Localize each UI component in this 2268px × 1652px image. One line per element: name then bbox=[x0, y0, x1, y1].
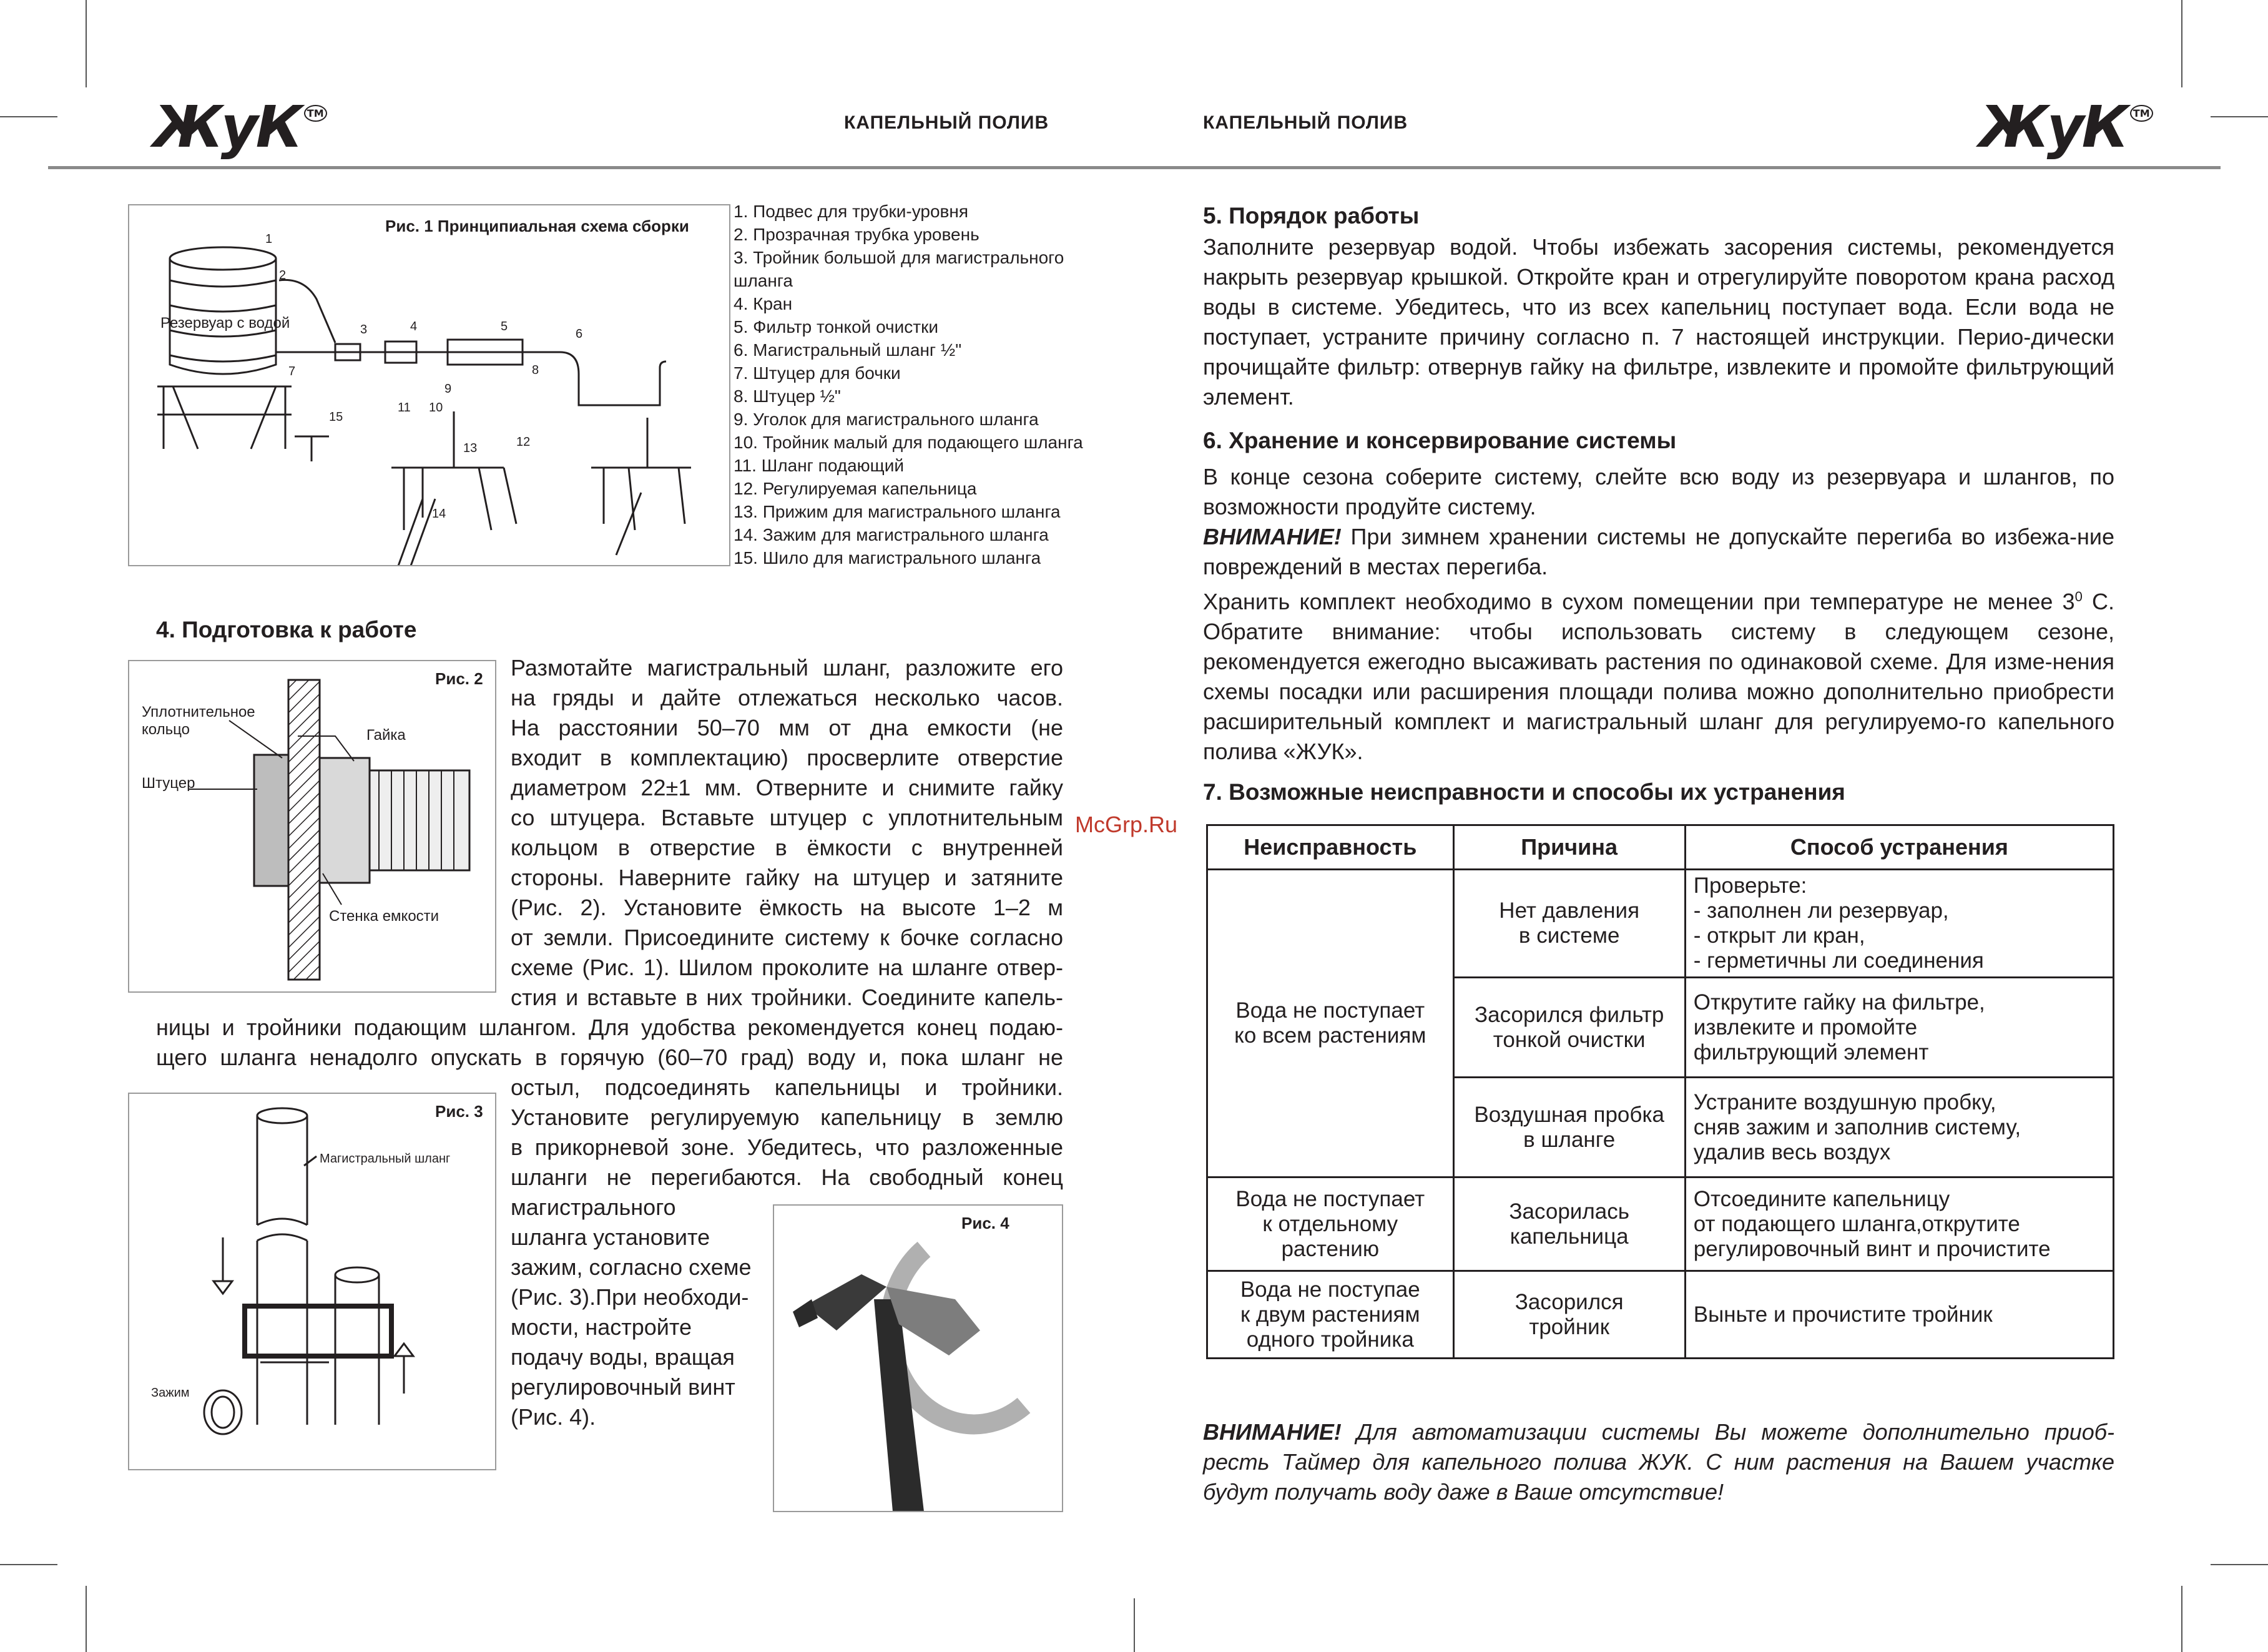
legend-item: 8. Штуцер ½" bbox=[734, 386, 841, 406]
svg-text:2: 2 bbox=[279, 268, 287, 282]
table-row bbox=[1207, 1178, 2114, 1271]
legend-item: 12. Регулируемая капельница bbox=[734, 479, 977, 498]
solution-cell: Отсоедините капельницу от подающего шланга,открутите регулировочный винт и прочистите bbox=[1685, 1178, 2113, 1271]
legend-item: 2. Прозрачная трубка уровень bbox=[734, 225, 979, 244]
legend-item: 4. Кран bbox=[734, 294, 793, 313]
crop-mark bbox=[2211, 1564, 2268, 1565]
solution-cell: Открутите гайку на фильтре, извлеките и промойте фильтрующий элемент bbox=[1685, 978, 2113, 1078]
hose-label: Магистральный шланг bbox=[320, 1152, 451, 1166]
brand-logo-left: ЖуК ™ bbox=[153, 94, 323, 160]
svg-text:12: 12 bbox=[516, 435, 531, 449]
header-rule bbox=[48, 166, 2221, 169]
section-4-title: 4. Подготовка к работе bbox=[156, 617, 417, 642]
section-4-text-column-2: остыл, подсоединять капельницы и тройники. Установите регулируемую капельницу в землю в прикорневой зоне. Убедитесь, что разложенные шланги не перегибаются. На свободный конец bbox=[511, 1074, 1063, 1190]
svg-text:3: 3 bbox=[360, 323, 368, 337]
legend-item: 11. Шланг подающий bbox=[734, 456, 904, 475]
figure-1-legend bbox=[734, 200, 1083, 569]
solution-cell: Выньте и прочистите тройник bbox=[1685, 1271, 2113, 1359]
figure-1-caption: Рис. 1 Принципиальная схема сборки bbox=[385, 217, 689, 235]
crop-mark bbox=[2181, 1586, 2182, 1652]
problem-cell: Вода не поступает к отдельному растению bbox=[1207, 1178, 1454, 1271]
figure-3-clamp-diagram bbox=[128, 1093, 496, 1470]
note-warning-label: ВНИМАНИЕ! bbox=[1203, 1419, 1342, 1445]
cause-cell: Воздушная пробка в шланге bbox=[1453, 1078, 1685, 1178]
nut-label: Гайка bbox=[366, 727, 406, 744]
legend-item: 10. Тройник малый для подающего шланга bbox=[734, 433, 1083, 452]
figure-4-dripper-photo bbox=[773, 1204, 1063, 1512]
section-7-title: 7. Возможные неисправности и способы их устранения bbox=[1203, 779, 1845, 805]
problem-cell: Вода не поступает ко всем растениям bbox=[1207, 870, 1454, 1178]
clamp-label: Зажим bbox=[151, 1386, 190, 1400]
fitting-label: Штуцер bbox=[142, 775, 195, 792]
dripper-drawing bbox=[774, 1206, 1062, 1511]
svg-text:1: 1 bbox=[265, 232, 273, 246]
brand-logo-right: ЖуК ™ bbox=[1979, 94, 2149, 160]
watermark: McGrp.Ru bbox=[1075, 812, 1178, 837]
page-header-left: КАПЕЛЬНЫЙ ПОЛИВ bbox=[844, 112, 1049, 133]
automation-note: ВНИМАНИЕ! Для автоматизации системы Вы можете дополнительно приоб-ресть Таймер для капельного полива ЖУК. С ним растения на Вашем участке будут получать воду даже в Ваше отсутствие! bbox=[1203, 1419, 2114, 1505]
section-4-text-wide: ницы и тройники подающим шлангом. Для удобства рекомендуется конец подаю- щего шланга ненадолго опускать в горячую (60–70 град) воду и, пока шланг не bbox=[156, 1015, 1063, 1070]
legend-item: 7. Штуцер для бочки bbox=[734, 363, 901, 383]
section-4-text-narrow: магистрального шланга установите зажим, согласно схеме (Рис. 3).При необходи- мости, настройте подачу воды, вращая регулировочный винт (Рис. 4). bbox=[511, 1194, 752, 1430]
svg-text:11: 11 bbox=[398, 401, 411, 415]
svg-text:15: 15 bbox=[329, 410, 343, 424]
legend-item: 1. Подвес для трубки-уровня bbox=[734, 202, 969, 221]
crop-mark bbox=[86, 0, 87, 87]
figure-1-assembly-diagram bbox=[128, 204, 730, 566]
header-cause: Причина bbox=[1453, 825, 1685, 870]
crop-mark bbox=[0, 1564, 57, 1565]
legend-item: 3. Тройник большой для магистрального bbox=[734, 248, 1064, 267]
svg-text:13: 13 bbox=[463, 441, 478, 455]
crop-mark bbox=[2181, 0, 2182, 87]
svg-text:10: 10 bbox=[429, 401, 443, 415]
clamp-drawing bbox=[129, 1094, 495, 1469]
page-header-right: КАПЕЛЬНЫЙ ПОЛИВ bbox=[1203, 112, 1408, 133]
legend-item: 5. Фильтр тонкой очистки bbox=[734, 317, 938, 337]
crop-mark bbox=[1134, 1598, 1135, 1652]
ring-label: Уплотнительное кольцо bbox=[142, 704, 255, 738]
legend-item: 15. Шило для магистрального шланга bbox=[734, 548, 1041, 568]
table-row bbox=[1207, 870, 2114, 978]
solution-cell: Устраните воздушную пробку, сняв зажим и заполнив систему, удалив весь воздух bbox=[1685, 1078, 2113, 1178]
wall-label: Стенка емкости bbox=[329, 908, 439, 925]
solution-cell: Проверьте: - заполнен ли резервуар, - открыт ли кран, - герметичны ли соединения bbox=[1685, 870, 2113, 978]
legend-item: 13. Прижим для магистрального шланга bbox=[734, 502, 1061, 521]
section-4-text-column: Размотайте магистральный шланг, разложите его на гряды и дайте отлежаться несколько часов. На расстоянии 50–70 мм от дна емкости (не входит в комплектацию) просверлите отверстие диаметром 22±1 мм. Отверните и снимите гайку со штуцера. Вставьте штуцер с уплотнительным кольцом в отверстие в ёмкости с внутренней стороны. Наверните гайку на штуцер и затяните (Рис. 2). Установите ёмкость на высоте 1–2 м от земли. Присоедините систему к бочке согласно схеме (Рис. 1). Шилом проколите на шланге отвер- стия и вставьте в них тройники. Соедините капель- bbox=[511, 655, 1063, 1010]
cause-cell: Нет давления в системе bbox=[1453, 870, 1685, 978]
legend-item: 6. Магистральный шланг ½" bbox=[734, 340, 962, 360]
header-problem: Неисправность bbox=[1207, 825, 1454, 870]
section-5-title: 5. Порядок работы bbox=[1203, 203, 1420, 229]
svg-text:7: 7 bbox=[288, 365, 296, 378]
crop-mark bbox=[86, 1586, 87, 1652]
svg-text:5: 5 bbox=[501, 320, 508, 333]
figure-4-caption: Рис. 4 bbox=[961, 1214, 1009, 1232]
figure-3-caption: Рис. 3 bbox=[435, 1102, 483, 1121]
cause-cell: Засорилась капельница bbox=[1453, 1178, 1685, 1271]
assembly-schematic bbox=[129, 205, 729, 565]
svg-text:14: 14 bbox=[432, 507, 446, 521]
crop-mark bbox=[0, 116, 57, 117]
tank-label: Резервуар с водой bbox=[160, 315, 290, 332]
table-header-row bbox=[1207, 825, 2114, 870]
figure-2-caption: Рис. 2 bbox=[435, 669, 483, 688]
legend-item: шланга bbox=[734, 271, 793, 290]
header-solution: Способ устранения bbox=[1685, 825, 2113, 870]
legend-item: 9. Уголок для магистрального шланга bbox=[734, 410, 1039, 429]
cause-cell: Засорился фильтр тонкой очистки bbox=[1453, 978, 1685, 1078]
table-row bbox=[1207, 1271, 2114, 1359]
svg-text:8: 8 bbox=[532, 363, 539, 377]
section-6-text: В конце сезона соберите систему, слейте всю воду из резервуара и шлангов, по возможности продуйте систему. ВНИМАНИЕ! При зимнем хранении системы не допускайте перегиба во избежа-ние повреждений в местах перегиба. Хранить комплект необходимо в сухом помещении при температуре не менее $3^0$ С. Обратите внимание: чтобы использовать систему в следующем сезоне, рекомендуется ежегодно высаживать растения по одинаковой схеме. Для изме-нения схемы посадки или расширения площади полива можно дополнительно приобрести расширительный комплект и магистральный шланг для регулируемо-го капельного полива «ЖУК». bbox=[1203, 464, 2114, 764]
fitting-drawing bbox=[129, 661, 495, 991]
figure-2-fitting-diagram bbox=[128, 660, 496, 993]
svg-text:4: 4 bbox=[410, 320, 418, 333]
troubleshooting-table bbox=[1206, 824, 2114, 1359]
svg-text:9: 9 bbox=[444, 382, 452, 396]
warning-label: ВНИМАНИЕ! bbox=[1203, 524, 1342, 549]
svg-text:6: 6 bbox=[576, 327, 583, 341]
legend-item: 14. Зажим для магистрального шланга bbox=[734, 525, 1049, 544]
cause-cell: Засорился тройник bbox=[1453, 1271, 1685, 1359]
crop-mark bbox=[2211, 116, 2268, 117]
section-6-title: 6. Хранение и консервирование системы bbox=[1203, 428, 1677, 453]
section-5-text: Заполните резервуар водой. Чтобы избежать засорения системы, рекомендуется накрыть резервуар крышкой. Откройте кран и отрегулируйте поворотом крана расход воды в системе. Убедитесь, что из всех капельниц поступает вода. Если вода не поступает, устраните причину согласно п. 7 настоящей инструкции. Перио-дически прочищайте фильтр: отвернув гайку на фильтре, извлеките и промойте фильтрующий элемент. bbox=[1203, 234, 2114, 410]
problem-cell: Вода не поступае к двум растениям одного тройника bbox=[1207, 1271, 1454, 1359]
